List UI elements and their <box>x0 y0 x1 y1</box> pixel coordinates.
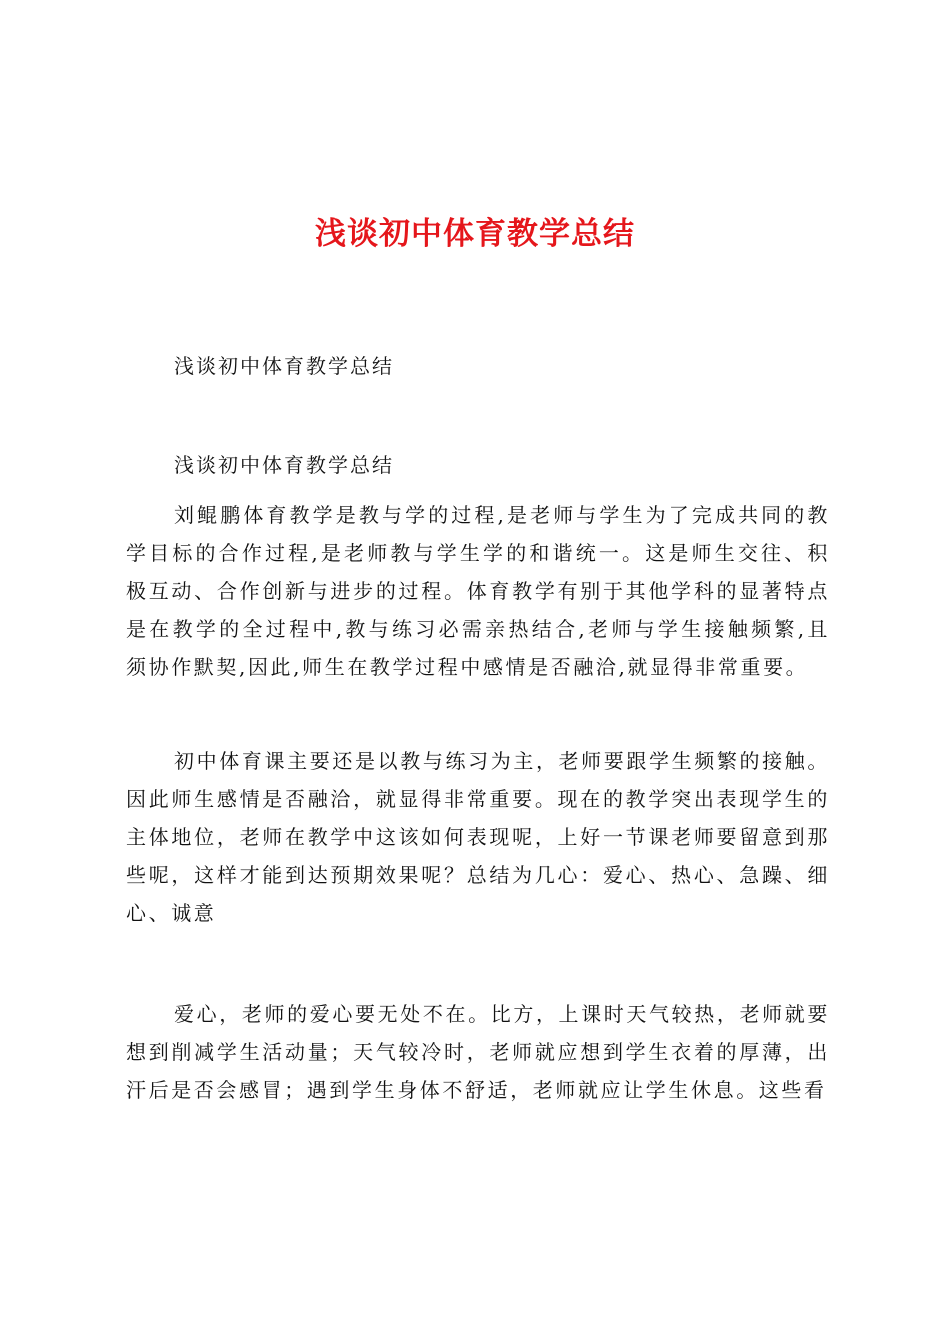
section-heading: 浅谈初中体育教学总结 <box>174 453 394 477</box>
body-paragraph-2: 初中体育课主要还是以教与练习为主，老师要跟学生频繁的接触。因此师生感情是否融洽，就显得非常重要。现在的教学突出表现学生的主体地位，老师在教学中这该如何表现呢，上好一节课老师要留意到那些呢，这样才能到达预期效果呢？总结为几心：爱心、热心、急躁、细心、诚意 <box>126 749 830 925</box>
body-paragraph-1: 刘鲲鹏体育教学是教与学的过程,是老师与学生为了完成共同的教学目标的合作过程,是老师教与学生学的和谐统一。这是师生交往、积极互动、合作创新与进步的过程。体育教学有别于其他学科的显著特点是在教学的全过程中,教与练习必需亲热结合,老师与学生接触频繁,且须协作默契,因此,师生在教学过程中感情是否融洽,就显得非常重要。 <box>126 503 830 679</box>
page-title: 浅谈初中体育教学总结 <box>315 216 635 252</box>
document-subtitle: 浅谈初中体育教学总结 <box>174 354 394 378</box>
body-paragraph-3: 爱心，老师的爱心要无处不在。比方，上课时天气较热，老师就要想到削减学生活动量；天气较冷时，老师就应想到学生衣着的厚薄，出汗后是否会感冒；遇到学生身体不舒适，老师就应让学生休息。这些看 <box>126 1002 830 1102</box>
